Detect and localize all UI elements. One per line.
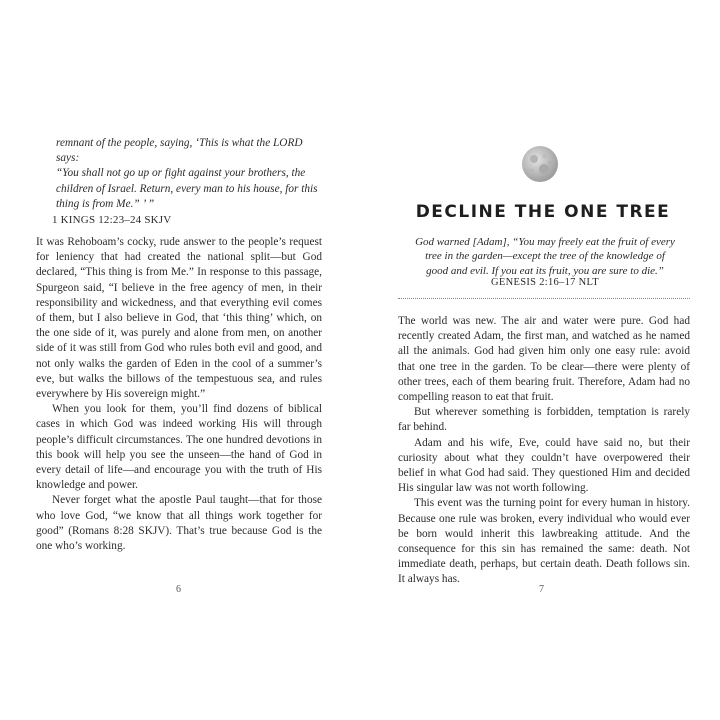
page-number-left: 6 [176,584,181,595]
quote-line: thing is from Me.” ’ ” [56,197,155,210]
left-scripture-quote [36,136,322,212]
right-scripture-reference: GENESIS 2:16–17 NLT [491,277,599,288]
left-scripture-reference: 1 KINGS 12:23–24 SKJV [52,214,172,227]
body-paragraph: Never forget what the apostle Paul taught—that for those who love God, “we know that all things work together for good” (Romans 8:28 SKJV). That’s true because God is the one who’s working. [36,494,322,553]
body-paragraph: Adam and his wife, Eve, could have said no, but their curiosity about what they couldn’t have overpowered their belief in what God had said. They questioned Him and decided His singular law was not worth following. [398,436,690,495]
page-number-right: 7 [539,584,544,595]
body-paragraph: When you look for them, you’ll find dozens of biblical cases in which God was indeed working His will through people’s difficult circumstances. The one hundred devotions in this book will help you see the unseen—the hand of God in every detail of life—and encourage you with the truth of His knowledge and power. [36,403,322,492]
quote-line: remnant of the people, saying, ‘This is what the LORD says: [56,137,303,165]
moon-icon [521,145,559,183]
quote-line: God warned [Adam], “You may freely eat the fruit of every [415,236,675,248]
left-body-text [36,235,322,554]
left-page-column [36,136,322,554]
quote-line: children of Israel. Return, every man to his house, for this [56,182,318,195]
quote-line: tree in the garden—except the tree of the knowledge of [425,250,665,263]
body-paragraph: It was Rehoboam’s cocky, rude answer to the people’s request for leniency that had created the national split—but God declared, “This thing is from Me.” In response to this passage, Spurgeon said, “I believe in the free agency of men, in their responsibility and wickedness, and that everything evil comes of them, but I also believe in God, that ‘this thing’ which, on the one side of it, was purely and alone from men, on another side of it was still from God who rules both evil and good, and not only walks the garden of Eden in the cool of a summer’s eve, but walks the billows of the tempestuous sea, and rules everywhere by His sovereign might.” [36,236,322,401]
quote-line: “You shall not go up or fight against your brothers, the [56,167,306,180]
body-paragraph: But wherever something is forbidden, temptation is rarely far behind. [398,406,690,434]
right-body-text [398,314,690,588]
body-paragraph: This event was the turning point for every human in history. Because one rule was broken, every individual who would ever be born would inherit this lawbreaking attitude. And the consequence for this sin has remained the same: death. Not immediate death, perhaps, but certain death. Death follows sin. It always has. [398,497,690,586]
devotion-title: DECLINE THE ONE TREE [415,202,671,222]
right-scripture-quote [410,235,680,278]
quote-line: good and evil. If you eat its fruit, you are sure to die.” [426,264,664,277]
body-paragraph: The world was new. The air and water were pure. God had recently created Adam, the first man, and watched as he named all the animals. God had given him only one easy rule: avoid that one tree in the garden. To be clear—there were plenty of other trees, each of them bearing fruit. Therefore, Adam had no compelling reason to eat that fruit. [398,315,690,404]
dotted-divider [398,298,690,299]
